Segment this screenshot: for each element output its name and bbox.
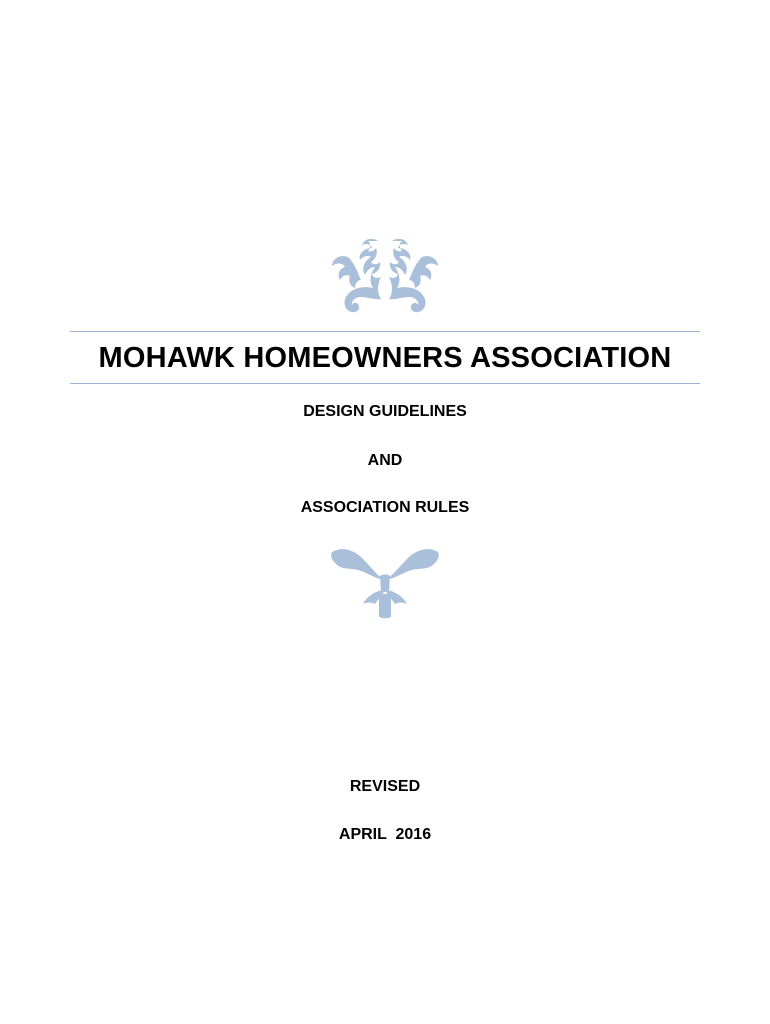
acanthus-scroll-icon [308, 235, 462, 319]
subtitle-design-guidelines: DESIGN GUIDELINES [303, 403, 467, 420]
fleuron-icon [330, 546, 440, 620]
title-bottom-divider [70, 383, 700, 384]
subtitle-association-rules: ASSOCIATION RULES [300, 499, 470, 516]
revised-date: APRIL 2016 [338, 826, 432, 843]
title-top-divider [70, 331, 700, 332]
subtitle-and: AND [367, 452, 403, 469]
revised-label: REVISED [349, 778, 421, 795]
page-title: MOHAWK HOMEOWNERS ASSOCIATION [98, 342, 672, 374]
